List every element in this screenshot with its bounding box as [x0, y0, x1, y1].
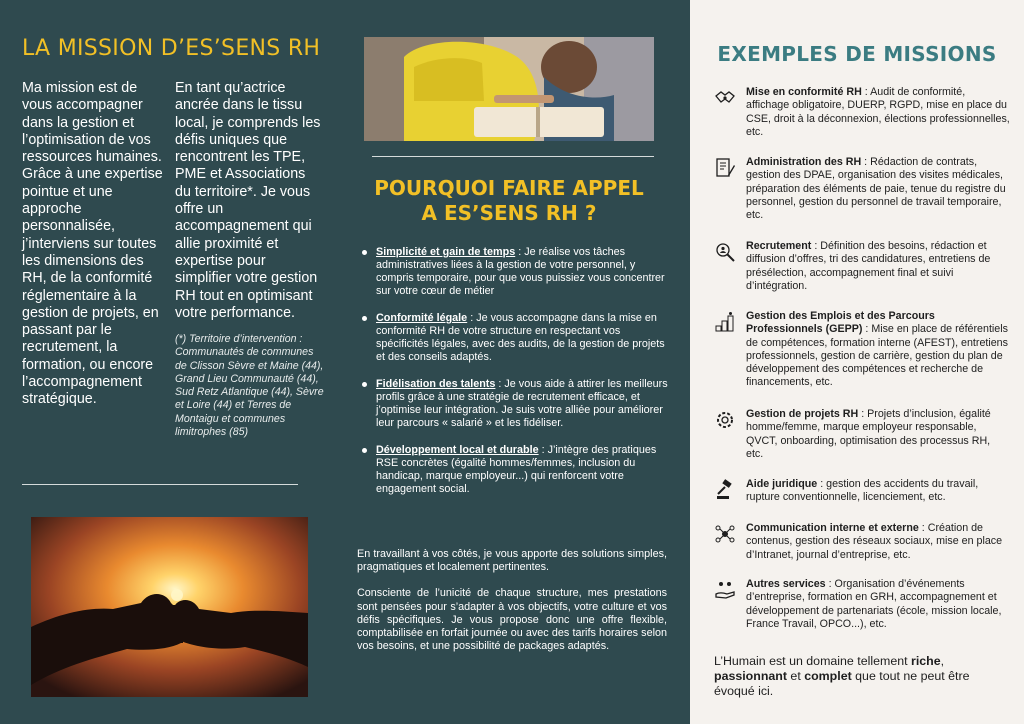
examples-title: EXEMPLES DE MISSIONS [717, 42, 997, 66]
why-item-local [362, 444, 668, 496]
example-text: : Mise en place de référentiels de compétences, formation interne (AFEST), entretiens professionnels, gestion de carrière, gestion du plan de développement des compétences et recherche de financements, etc. [746, 323, 1008, 389]
example-label: Gestion des Emplois et des Parcours Professionnels (GEPP) [746, 310, 935, 336]
network-icon [714, 523, 736, 545]
example-legal [714, 478, 1010, 522]
example-label: Gestion de projets RH [746, 408, 859, 420]
why-item-text: : J’intègre des pratiques RSE concrètes (égalité hommes/femmes, inclusion du handicap, marque employeur...) qui renforcent votre engagement social. [376, 444, 657, 495]
why-item-text: : Je vous aide à attirer les meilleurs profils grâce à une stratégie de recrutement efficace, et j’optimise leur intégration. Je suis votre alliée pour améliorer leur parcours « salarié » et les fidéliser. [376, 378, 668, 429]
example-text: : Organisation d’événements d’entreprise, formation en GRH, accompagnement et développement de partenariats (école, mission locale, France Travail, OPCO...), etc. [746, 578, 1002, 630]
conclusion [357, 548, 667, 666]
gear-people-icon [714, 409, 736, 431]
outro-part: L’Humain est un domaine tellement [714, 654, 911, 668]
why-item-text: : Je réalise vos tâches administratives liées à la gestion de votre personnel, y compris temporaire, pour que vous puissiez vous concentrer sur votre cœur de métier [376, 246, 665, 297]
outro-part: et [786, 669, 805, 683]
example-text: : Audit de conformité, affichage obligatoire, DUERP, RGPD, mise en place du CSE, droit à la déconnexion, élections professionnelles, etc. [746, 86, 1010, 138]
outro-bold-complet: complet [804, 669, 852, 683]
outro-bold-passionnant: passionnant [714, 669, 787, 683]
document-pen-icon [714, 157, 736, 179]
middle-divider [372, 156, 654, 157]
outro-part: , [940, 654, 945, 668]
example-label: Autres services [746, 578, 826, 590]
bullet-dot [362, 250, 367, 255]
bullet-dot [362, 382, 367, 387]
example-text: : Création de contenus, gestion des réseaux sociaux, mise en place d’Intranet, journal d’entreprise, etc. [746, 522, 1003, 561]
puzzle-hands-photo [31, 517, 308, 697]
example-label: Aide juridique [746, 478, 818, 490]
why-title-line2: A ES’SENS RH ? [421, 201, 597, 225]
example-label: Administration des RH [746, 156, 862, 168]
why-item-label: Simplicité et gain de temps [376, 246, 516, 258]
outro-part: que tout ne peut être évoqué ici. [714, 669, 970, 698]
why-item-talent [362, 378, 668, 430]
why-item-compliance [362, 312, 668, 364]
magnifier-people-icon [714, 241, 736, 263]
gavel-icon [714, 479, 736, 501]
why-item-simplicity [362, 246, 668, 298]
why-item-label: Développement local et durable [376, 444, 539, 456]
why-title [348, 176, 670, 226]
why-title-line1: POURQUOI FAIRE APPEL [374, 176, 644, 200]
mission-text-col1: Ma mission est de vous accompagner dans la gestion et l’optimisation de vos ressources humaines. Grâce à une expertise pointue et une approche personnalisée, j’interviens sur toutes les dimensions des RH, de la conformité réglementaire à la gestion de projets, en passant par le recrutement, la formation, ou encore l’accompagnement stratégique. [22, 80, 163, 408]
studying-person-photo [364, 37, 654, 141]
handshake-icon [714, 87, 736, 109]
bullet-dot [362, 448, 367, 453]
example-text: : Projets d’inclusion, égalité homme/femme, marque employeur responsable, QVCT, onboarding, optimisation des processus RH, etc. [746, 408, 991, 460]
example-label: Communication interne et externe [746, 522, 919, 534]
example-other [714, 578, 1010, 658]
why-list [362, 246, 668, 510]
example-gepp [714, 310, 1010, 408]
left-divider [22, 484, 298, 485]
why-item-label: Conformité légale [376, 312, 468, 324]
bullet-dot [362, 316, 367, 321]
example-administration [714, 156, 1010, 240]
mission-text-col2: En tant qu’actrice ancrée dans le tissu local, je comprends les défis uniques que rencontrent les TPE, PME et Associations du territoire*. Je vous offre un accompagnement qui allie proximité et expertise pour simplifier votre gestion RH tout en optimisant votre performance. [175, 80, 321, 321]
outro-text [714, 654, 1004, 699]
light-panel [690, 0, 1024, 724]
conclusion-p2: Consciente de l’unicité de chaque structure, mes prestations sont pensées pour s’adapter à vos objectifs, votre culture et vos défis spécifiques. Je vous propose donc une offre flexible, comptabilisée en forfait journée ou avec des tarifs horaires selon vos besoins, et une possibilité de packages adaptés. [357, 587, 667, 653]
why-item-label: Fidélisation des talents [376, 378, 496, 390]
example-text: : Définition des besoins, rédaction et diffusion d’offres, tri des candidatures, entretiens de présélection, accompagnement final et suivi d’intégration. [746, 240, 991, 292]
example-communication [714, 522, 1010, 578]
example-text: : gestion des accidents du travail, rupture conventionnelle, licenciement, etc. [746, 478, 979, 504]
example-text: : Rédaction de contrats, gestion des DPAE, organisation des visites médicales, préparation des éléments de paie, tenue du registre du personnel, gestion du personnel de travail temporaire, etc. [746, 156, 1006, 222]
outro-bold-riche: riche [911, 654, 941, 668]
example-compliance [714, 86, 1010, 156]
territory-note: (*) Territoire d’intervention : Communautés de communes de Clisson Sèvre et Maine (44), Grand Lieu Communauté (44), Sud Retz Atlantique (44), Sèvre et Loire (44) et Terres de Montaigu et communes limitrophes (85) [175, 333, 324, 439]
examples-list [714, 86, 1010, 658]
example-recruitment [714, 240, 1010, 310]
example-label: Recrutement [746, 240, 812, 252]
career-ladder-icon [714, 311, 736, 333]
why-item-text: : Je vous accompagne dans la mise en conformité RH de votre structure en respectant vos spécificités légales, avec des audits, de la gestion de projets et des conseils adaptés. [376, 312, 665, 363]
example-label: Mise en conformité RH [746, 86, 862, 98]
hand-people-icon [714, 579, 736, 601]
mission-title: LA MISSION D’ES’SENS RH [22, 36, 321, 61]
conclusion-p1: En travaillant à vos côtés, je vous apporte des solutions simples, pragmatiques et localement pertinentes. [357, 548, 667, 574]
example-projects [714, 408, 1010, 478]
